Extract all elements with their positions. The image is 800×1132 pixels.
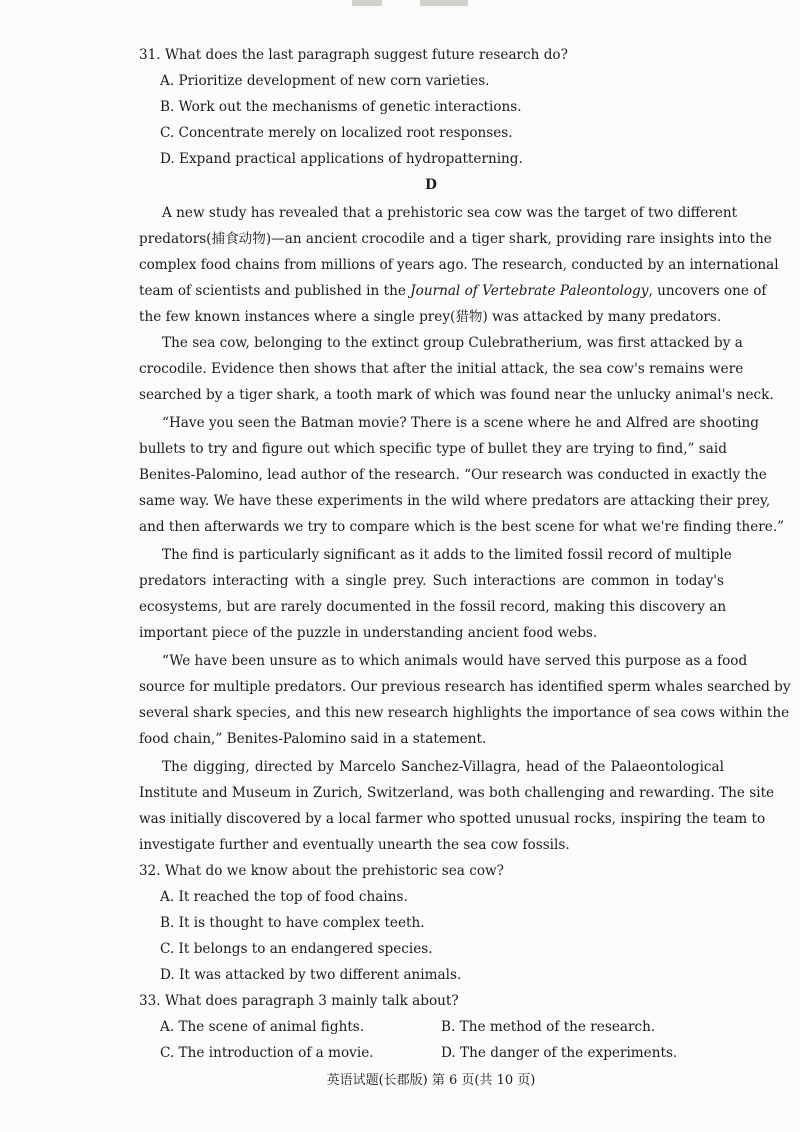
question-33-option-c: C. The introduction of a movie. <box>160 1045 374 1061</box>
question-33-option-d: D. The danger of the experiments. <box>441 1045 678 1061</box>
paragraph-4-line: predators interacting with a single prey. Such interactions are common in today's <box>139 573 724 589</box>
question-31-option-b: B. Work out the mechanisms of genetic interactions. <box>160 99 522 115</box>
paragraph-1-line: the few known instances where a single prey(猎物) was attacked by many predators. <box>139 309 722 325</box>
paragraph-6-line: Institute and Museum in Zurich, Switzerland, was both challenging and rewarding. The site <box>139 785 775 801</box>
paragraph-5-line: “We have been unsure as to which animals would have served this purpose as a food <box>162 653 748 669</box>
scan-edge-mark <box>352 0 382 6</box>
paragraph-1-line: team of scientists and published in the Journal of Vertebrate Paleontology, uncovers one of <box>139 283 767 299</box>
question-31-option-d: D. Expand practical applications of hydropatterning. <box>160 151 523 167</box>
question-32-option-a: A. It reached the top of food chains. <box>160 889 408 905</box>
question-32-option-b: B. It is thought to have complex teeth. <box>160 915 425 931</box>
paragraph-4-line: important piece of the puzzle in understanding ancient food webs. <box>139 625 598 641</box>
paragraph-3-line: and then afterwards we try to compare which is the best scene for what we're finding there.” <box>139 519 785 535</box>
question-32-option-c: C. It belongs to an endangered species. <box>160 941 433 957</box>
journal-name: Journal of Vertebrate Paleontology <box>410 283 649 299</box>
paragraph-3-line: “Have you seen the Batman movie? There is a scene where he and Alfred are shooting <box>162 415 759 431</box>
paragraph-1-line: complex food chains from millions of years ago. The research, conducted by an international <box>139 257 779 273</box>
paragraph-6-line: investigate further and eventually unearth the sea cow fossils. <box>139 837 570 853</box>
paragraph-2-line: The sea cow, belonging to the extinct group Culebratherium, was first attacked by a <box>162 335 743 351</box>
paragraph-1-line: predators(捕食动物)—an ancient crocodile and a tiger shark, providing rare insights into the <box>139 231 772 247</box>
question-33-stem: 33. What does paragraph 3 mainly talk about? <box>139 993 459 1009</box>
paragraph-3-line: Benites-Palomino, lead author of the research. “Our research was conducted in exactly the <box>139 467 767 483</box>
paragraph-5-line: food chain,” Benites-Palomino said in a statement. <box>139 731 487 747</box>
paragraph-4-line: ecosystems, but are rarely documented in the fossil record, making this discovery an <box>139 599 727 615</box>
paragraph-1-line: A new study has revealed that a prehistoric sea cow was the target of two different <box>162 205 738 221</box>
paragraph-5-line: source for multiple predators. Our previous research has identified sperm whales searched by <box>139 679 791 695</box>
question-33-option-b: B. The method of the research. <box>441 1019 656 1035</box>
question-33-option-a: A. The scene of animal fights. <box>160 1019 365 1035</box>
paragraph-3-line: same way. We have these experiments in the wild where predators are attacking their prey, <box>139 493 771 509</box>
question-31-option-a: A. Prioritize development of new corn varieties. <box>160 73 490 89</box>
paragraph-4-line: The find is particularly significant as it adds to the limited fossil record of multiple <box>162 547 732 563</box>
question-32-stem: 32. What do we know about the prehistoric sea cow? <box>139 863 504 879</box>
paragraph-2-line: searched by a tiger shark, a tooth mark of which was found near the unlucky animal's neck. <box>139 387 774 403</box>
paragraph-6-line: The digging, directed by Marcelo Sanchez-Villagra, head of the Palaeontological <box>162 759 724 775</box>
question-32-option-d: D. It was attacked by two different animals. <box>160 967 462 983</box>
paragraph-6-line: was initially discovered by a local farmer who spotted unusual rocks, inspiring the team to <box>139 811 766 827</box>
scan-edge-mark <box>420 0 468 6</box>
paragraph-3-line: bullets to try and figure out which specific type of bullet they are trying to find,” said <box>139 441 727 457</box>
paragraph-5-line: several shark species, and this new research highlights the importance of sea cows within the <box>139 705 790 721</box>
question-31-stem: 31. What does the last paragraph suggest future research do? <box>139 47 568 63</box>
section-heading: D <box>425 177 437 193</box>
paragraph-2-line: crocodile. Evidence then shows that after the initial attack, the sea cow's remains were <box>139 361 744 377</box>
question-31-option-c: C. Concentrate merely on localized root responses. <box>160 125 513 141</box>
page-footer: 英语试题(长郡版) 第 6 页(共 10 页) <box>326 1073 536 1088</box>
